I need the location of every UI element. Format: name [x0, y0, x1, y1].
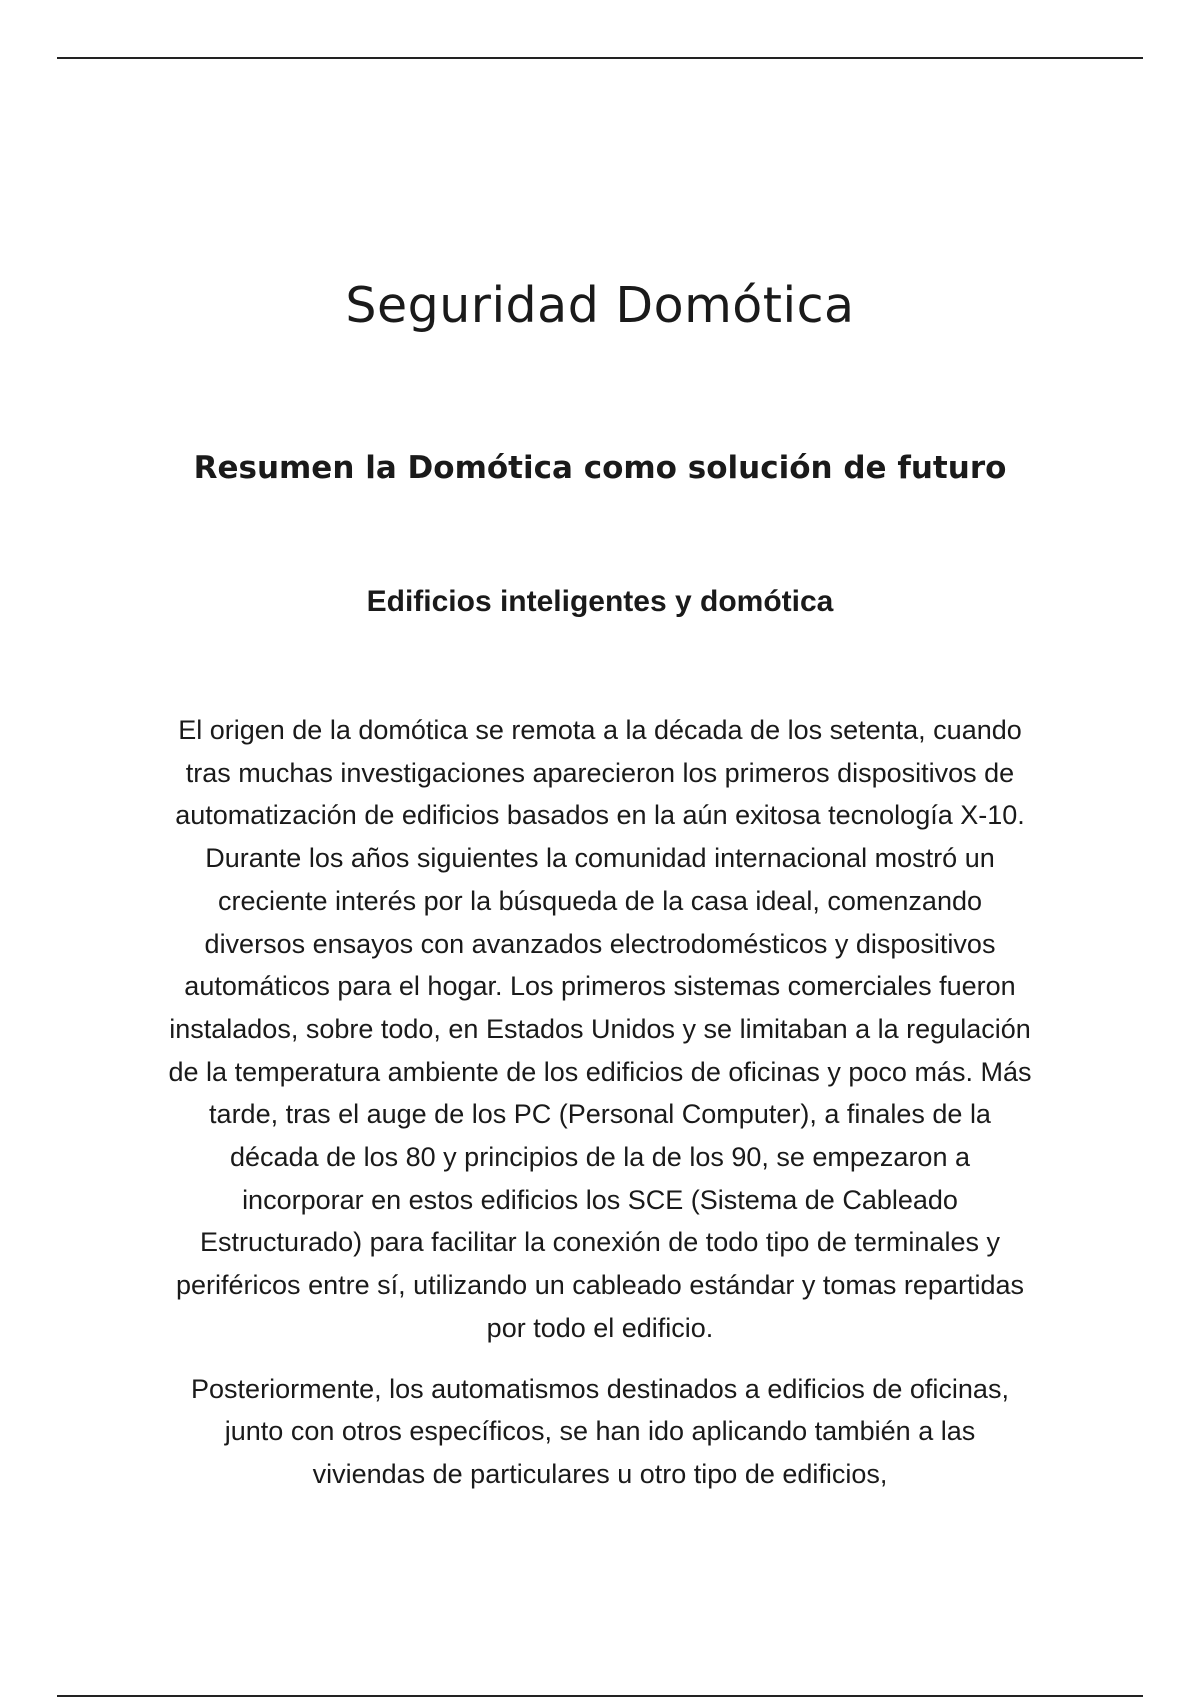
- section-heading: Edificios inteligentes y domótica: [366, 585, 834, 618]
- paragraph: Posteriormente, los automatismos destinados a edificios de oficinas, junto con otros específicos, se han ido aplicando también a las viviendas de particulares u otro tipo de edificios,: [191, 1373, 1009, 1489]
- top-divider: [57, 57, 1143, 59]
- paragraph: El origen de la domótica se remota a la década de los setenta, cuando tras muchas investigaciones aparecieron los primeros dispositivos de automatización de edificios basados en la aún exitosa tecnología X-10. Durante los años siguientes la comunidad internacional mostró un creciente interés por la búsqueda de la casa ideal, comenzando diversos ensayos con avanzados electrodomésticos y dispositivos automáticos para el hogar. Los primeros sistemas comerciales fueron instalados, sobre todo, en Estados Unidos y se limitaban a la regulación de la temperatura ambiente de los edificios de oficinas y poco más. Más tarde, tras el auge de los PC (Personal Computer), a finales de la década de los 80 y principios de la de los 90, se empezaron a incorporar en estos edificios los SCE (Sistema de Cableado Estructurado) para facilitar la conexión de todo tipo de terminales y periféricos entre sí, utilizando un cableado estándar y tomas repartidas por todo el edificio.: [168, 715, 1032, 1343]
- body-text: [168, 709, 1032, 1514]
- document-subtitle: Resumen la Domótica como solución de futuro: [193, 450, 1007, 486]
- bottom-divider: [57, 1695, 1143, 1697]
- document-title: Seguridad Domótica: [345, 277, 855, 334]
